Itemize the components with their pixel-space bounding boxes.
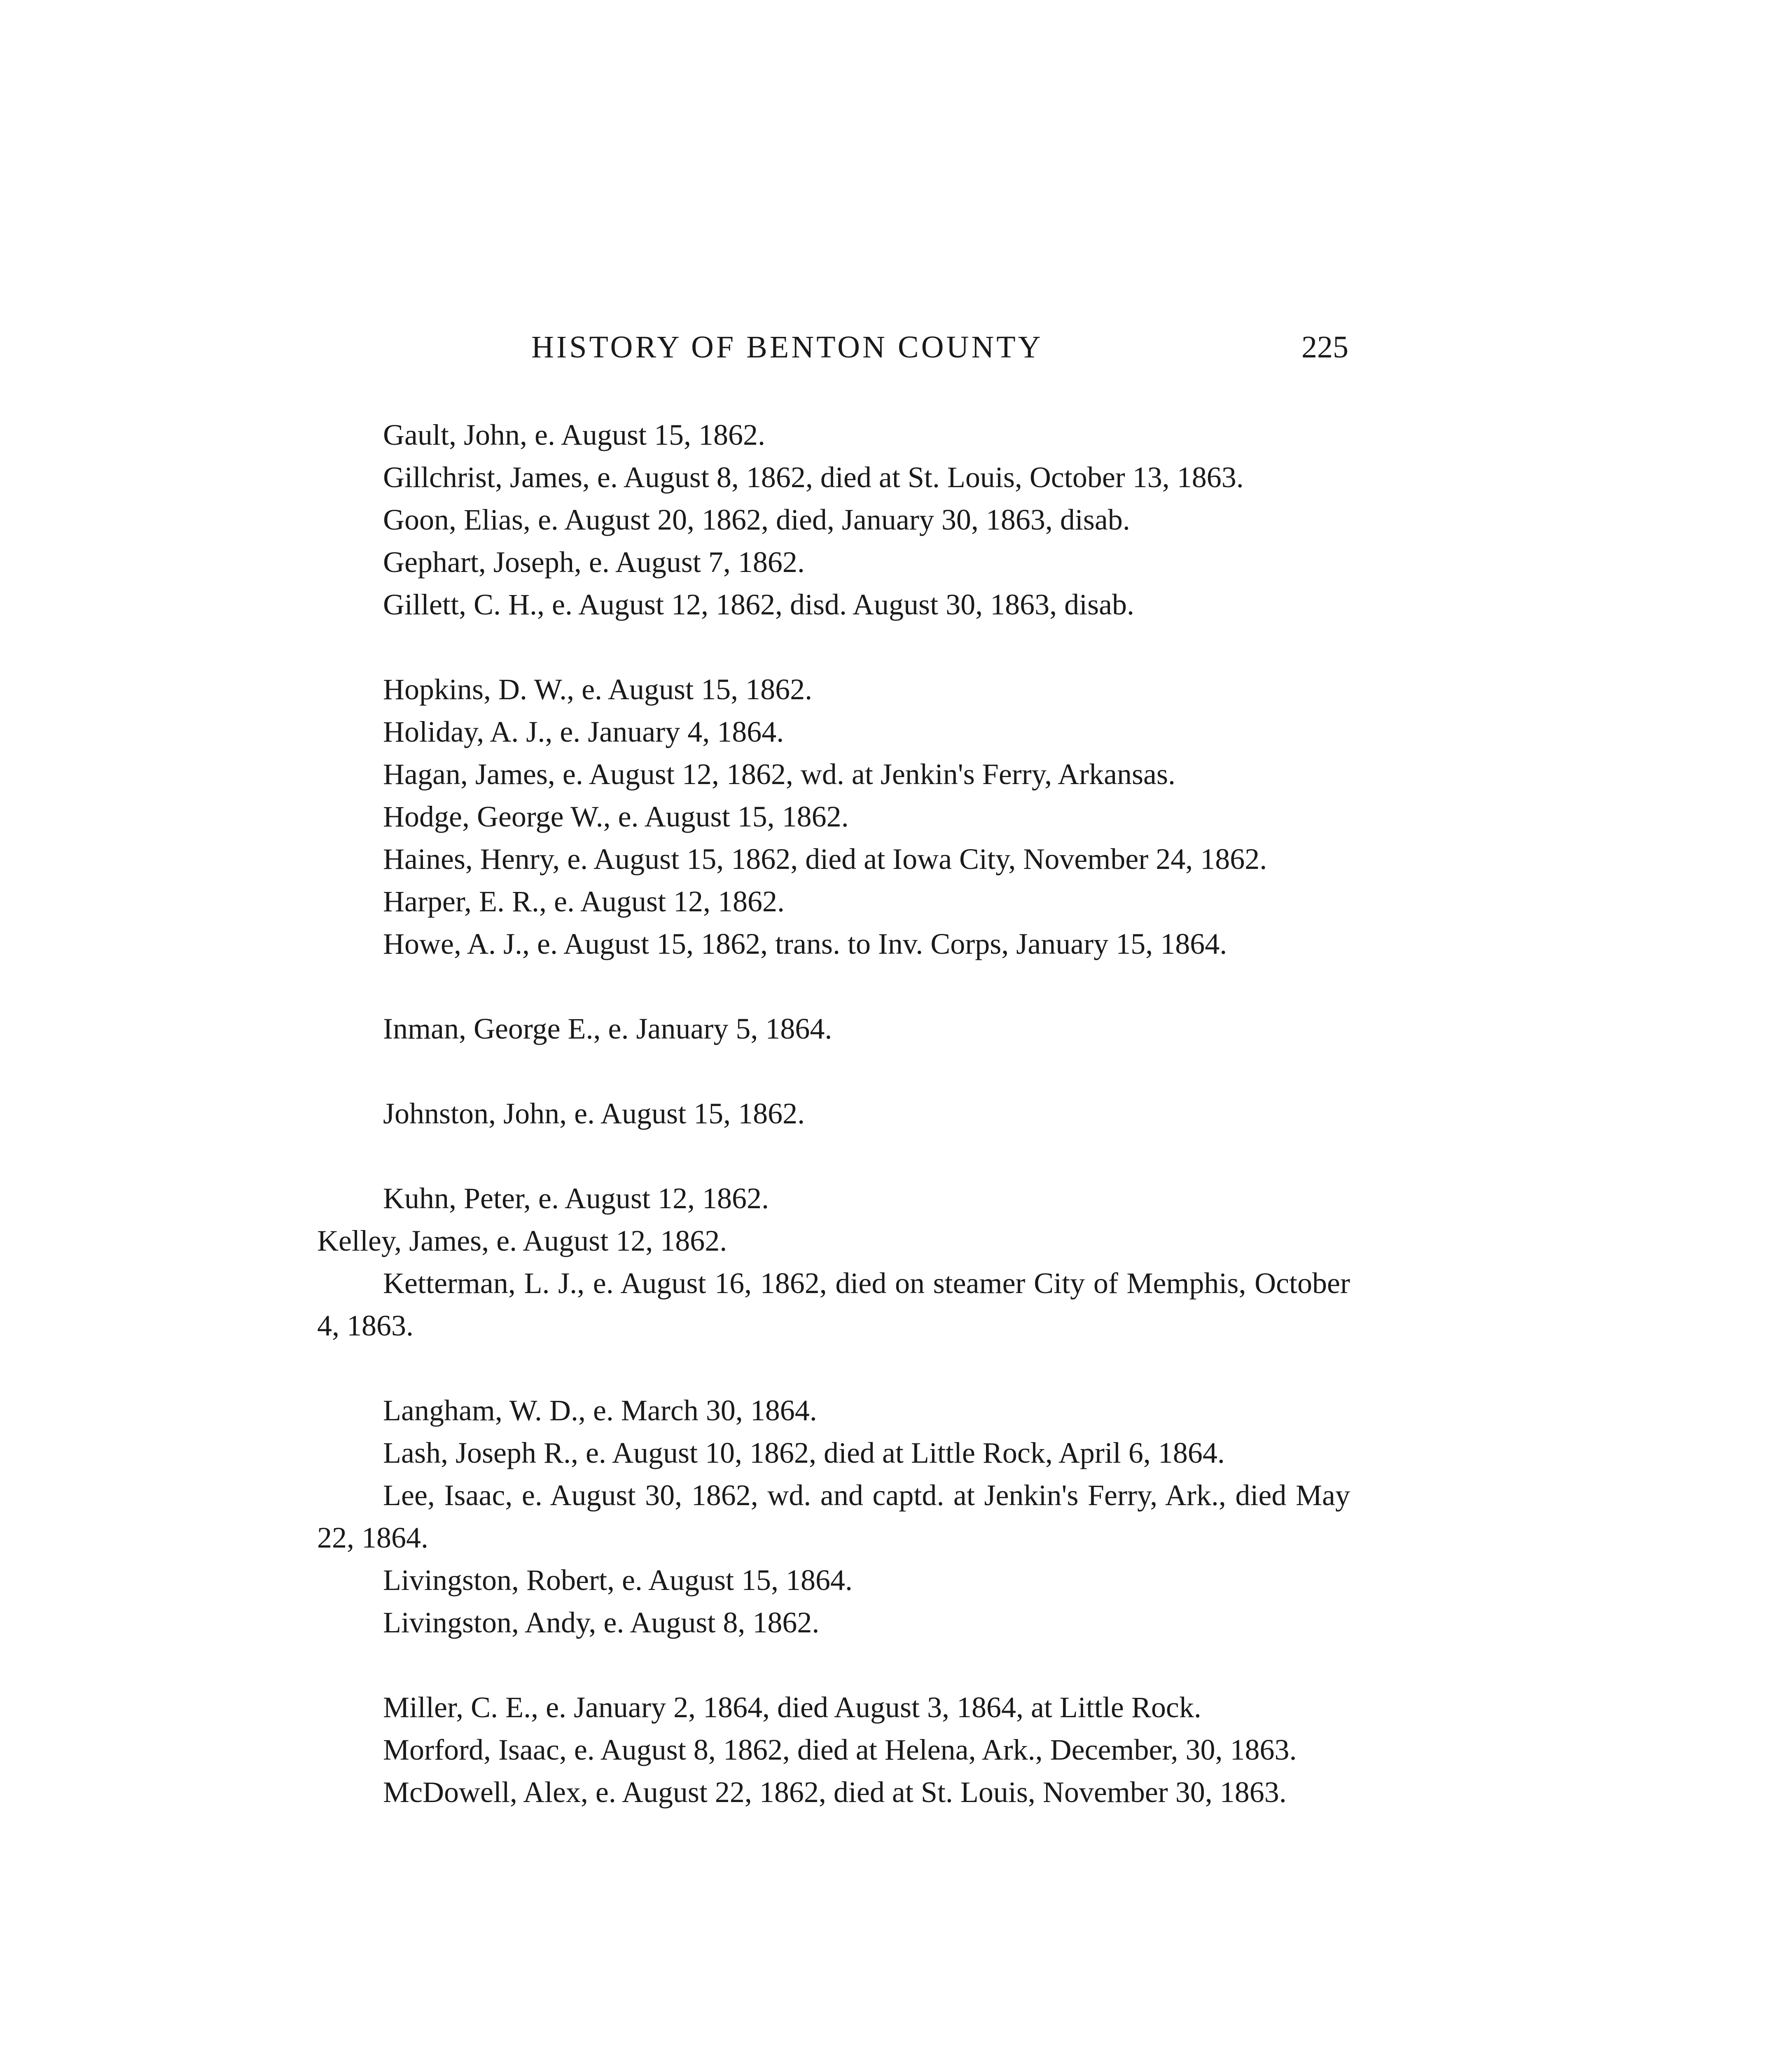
roster-entry: Gillchrist, James, e. August 8, 1862, died at St. Louis, October 13, 1863. (383, 461, 1244, 494)
roster-entry: McDowell, Alex, e. August 22, 1862, died at St. Louis, November 30, 1863. (383, 1776, 1287, 1809)
roster-entry: Gillett, C. H., e. August 12, 1862, disd. August 30, 1863, disab. (383, 588, 1135, 621)
roster-entry: Kuhn, Peter, e. August 12, 1862. (383, 1182, 769, 1215)
roster-entry: Langham, W. D., e. March 30, 1864. (383, 1394, 817, 1427)
roster-entry: Johnston, John, e. August 15, 1862. (383, 1097, 805, 1130)
roster-group (317, 1389, 1350, 1644)
roster-entry: Morford, Isaac, e. August 8, 1862, died at Helena, Ark., December, 30, 1863. (383, 1733, 1297, 1766)
roster-entry: Lee, Isaac, e. August 30, 1862, wd. and captd. at Jenkin's Ferry, Ark., died May 22, 1864. (317, 1479, 1350, 1554)
roster-entry: Inman, George E., e. January 5, 1864. (383, 1012, 832, 1045)
roster-group (317, 1008, 1350, 1050)
roster-body (317, 414, 1350, 1856)
roster-entry: Livingston, Andy, e. August 8, 1862. (383, 1606, 820, 1639)
roster-entry: Ketterman, L. J., e. August 16, 1862, died on steamer City of Memphis, October 4, 1863. (317, 1267, 1350, 1342)
roster-entry: Howe, A. J., e. August 15, 1862, trans. to Inv. Corps, January 15, 1864. (383, 927, 1227, 960)
roster-entry: Goon, Elias, e. August 20, 1862, died, January 30, 1863, disab. (383, 503, 1130, 536)
roster-entry: Livingston, Robert, e. August 15, 1864. (383, 1564, 853, 1597)
roster-group (317, 1177, 1350, 1347)
roster-entry: Gephart, Joseph, e. August 7, 1862. (383, 546, 805, 579)
roster-entry: Lash, Joseph R., e. August 10, 1862, died at Little Rock, April 6, 1864. (383, 1436, 1225, 1469)
roster-entry: Kelley, James, e. August 12, 1862. (317, 1224, 727, 1257)
roster-entry: Haines, Henry, e. August 15, 1862, died at Iowa City, November 24, 1862. (383, 843, 1267, 875)
roster-group (317, 1686, 1350, 1814)
page-number: 225 (1301, 330, 1348, 364)
roster-entry: Miller, C. E., e. January 2, 1864, died August 3, 1864, at Little Rock. (383, 1691, 1201, 1724)
roster-entry: Hodge, George W., e. August 15, 1862. (383, 800, 849, 833)
roster-entry: Gault, John, e. August 15, 1862. (383, 418, 765, 451)
roster-entry: Holiday, A. J., e. January 4, 1864. (383, 715, 784, 748)
roster-entry: Hopkins, D. W., e. August 15, 1862. (383, 673, 813, 706)
page-header (0, 329, 1792, 375)
roster-entry: Hagan, James, e. August 12, 1862, wd. at Jenkin's Ferry, Arkansas. (383, 758, 1176, 791)
roster-group (317, 414, 1350, 626)
running-title: HISTORY OF BENTON COUNTY (531, 330, 1043, 364)
roster-entry: Harper, E. R., e. August 12, 1862. (383, 885, 785, 918)
roster-group (317, 668, 1350, 965)
roster-group (317, 1093, 1350, 1135)
